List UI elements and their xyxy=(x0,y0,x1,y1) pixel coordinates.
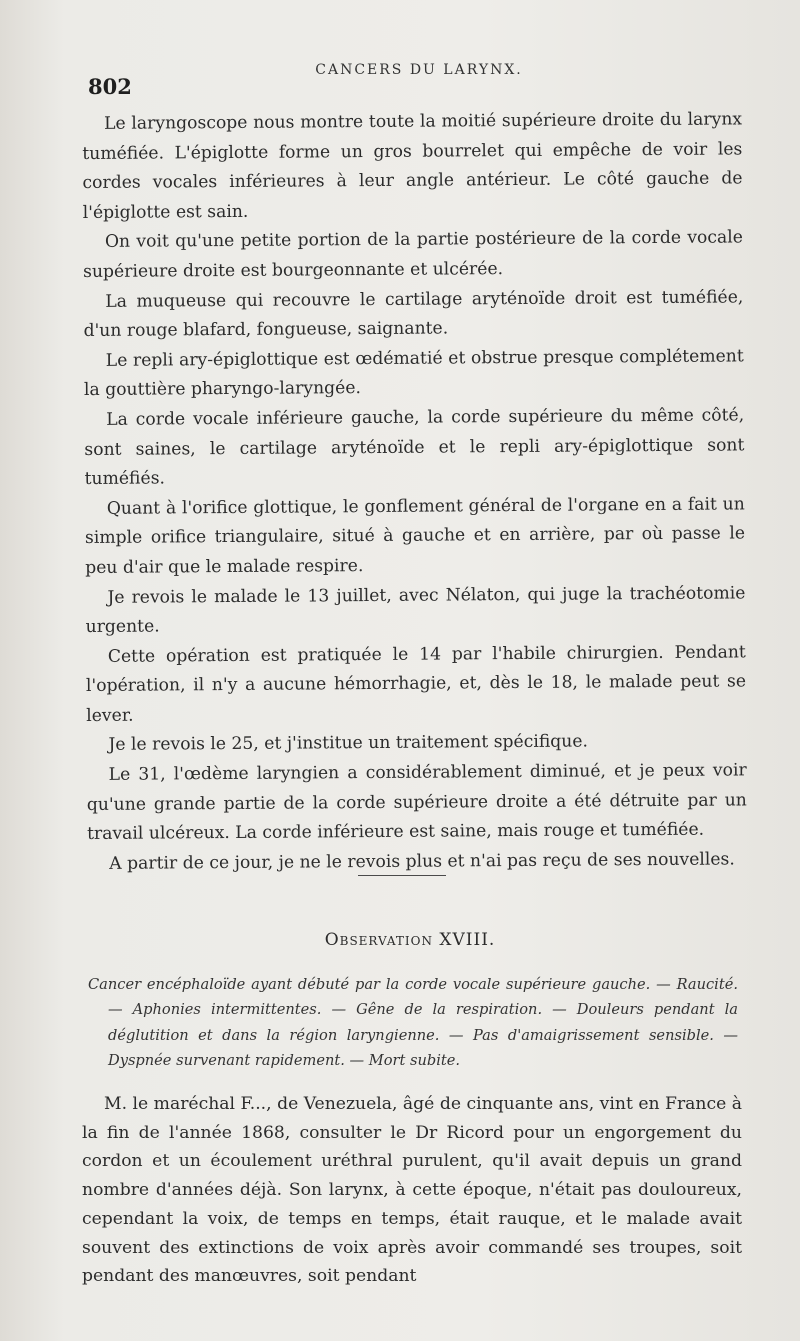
summary-text: Cancer encéphaloïde ayant débuté par la corde vocale supérieure gauche. — Raucité. — Aphonies intermittentes. — Gêne de la respiration. — Douleurs pendant la déglutition et dans la région laryngienne. — Pas d'amaigrissement sensible. — Dyspnée survenant rapidement. — Mort subite. xyxy=(88,976,738,1069)
paragraph: Je le revois le 25, et j'institue un traitement spécifique. xyxy=(108,731,589,756)
body-text xyxy=(82,105,747,879)
paragraph: La corde vocale inférieure gauche, la corde supérieure du même côté, sont saines, le cartilage aryténoïde et le repli ary-épiglottique sont tuméfiés. xyxy=(84,405,745,490)
paragraph: La muqueuse qui recouvre le cartilage aryténoïde droit est tuméfiée, d'un rouge blafard, fongueuse, saignante. xyxy=(83,286,744,342)
paragraph: Je revois le malade le 13 juillet, avec Nélaton, qui juge la trachéotomie urgente. xyxy=(85,582,746,638)
paragraph: A partir de ce jour, je ne le revois plus et n'ai pas reçu de ses nouvelles. xyxy=(109,849,735,874)
section-divider xyxy=(358,875,446,876)
paragraph: M. le maréchal F..., de Venezuela, âgé de cinquante ans, vint en France à la fin de l'année 1868, consulter le Dr Ricord pour un engorgement du cordon et un écoulement uréthral purulent, qu'il avait depuis un grand nombre d'années déjà. Son larynx, à cette époque, n'était pas douloureux, cependant la voix, de temps en temps, était rauque, et le malade avait souvent des extinctions de voix après avoir commandé ses troupes, soit pendant des manœuvres, soit pendant xyxy=(82,1094,742,1287)
observation-body xyxy=(82,1090,742,1291)
paragraph: On voit qu'une petite portion de la partie postérieure de la corde vocale supérieure droite est bourgeonnante et ulcérée. xyxy=(83,227,743,282)
paragraph: Cette opération est pratiquée le 14 par l'habile chirurgien. Pendant l'opération, il n'y a aucune hémorrhagie, et, dès le 18, le malade peut se lever. xyxy=(85,642,747,726)
paragraph: Quant à l'orifice glottique, le gonflement général de l'organe en a fait un simple orifice triangulaire, situé à gauche et en arrière, par où passe le peu d'air que le malade respire. xyxy=(84,494,746,578)
paragraph: Le laryngoscope nous montre toute la moitié supérieure droite du larynx tuméfiée. L'épiglotte forme un gros bourrelet qui empêche de voir les cordes vocales inférieures à leur angle antérieur. Le côté gauche de l'épiglotte est sain. xyxy=(82,109,743,223)
observation-summary xyxy=(88,972,738,1073)
running-head: CANCERS DU LARYNX. xyxy=(315,62,523,78)
observation-title: Observation XVIII. xyxy=(324,930,496,950)
page-header xyxy=(88,62,750,98)
paragraph: Le 31, l'œdème laryngien a considérablement diminué, et je peux voir qu'une grande partie de la corde supérieure droite a été détruite par un travail ulcéreux. La corde inférieure est saine, mais rouge et tuméfiée. xyxy=(86,760,747,845)
page-number: 802 xyxy=(88,74,132,99)
paragraph: Le repli ary-épiglottique est œdématié et obstrue presque complétement la gouttière pharyngo-laryngée. xyxy=(83,346,744,401)
